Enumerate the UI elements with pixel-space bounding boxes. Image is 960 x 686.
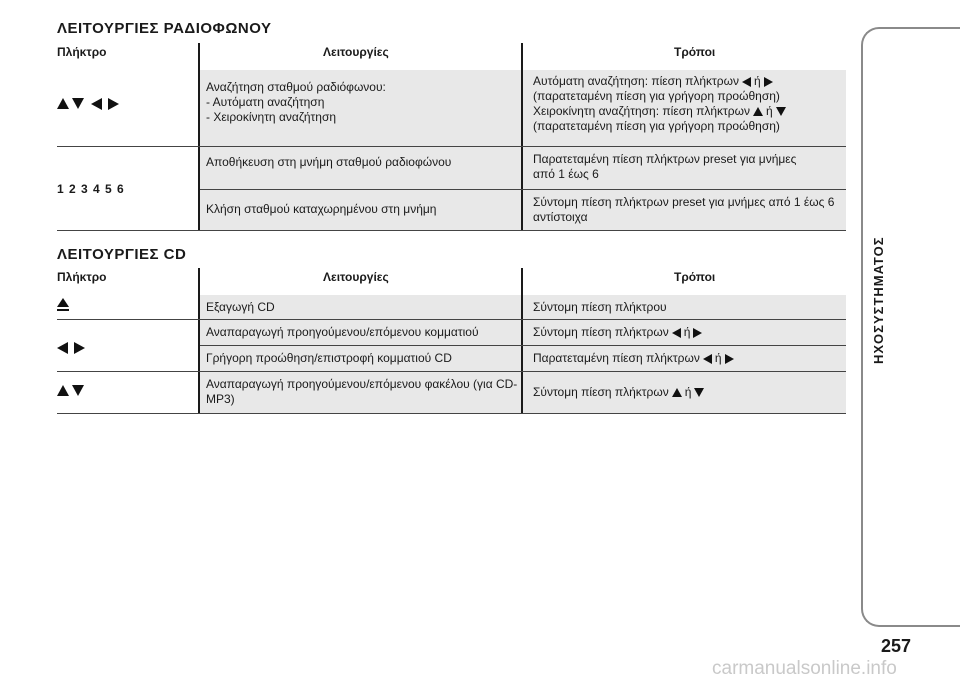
mode-text: Σύντομη πίεση πλήκτρων: [533, 325, 669, 339]
mode-line: (παρατεταμένη πίεση για γρήγορη προώθηση): [533, 89, 780, 103]
header-key: Πλήκτρο: [57, 270, 107, 284]
cd-row4-keys: [57, 383, 84, 398]
cd-row1-function: [200, 295, 521, 319]
cd-row2-function: [200, 320, 521, 345]
down-arrow-icon: [694, 388, 704, 397]
mode-text: Σύντομη πίεση πλήκτρων: [533, 385, 669, 399]
or-text: ή: [753, 74, 761, 88]
mode-text: Παρατεταμένη πίεση πλήκτρων: [533, 351, 700, 365]
cd-row3-function: [200, 346, 521, 371]
right-arrow-icon: [725, 354, 734, 364]
mode-line: αντίστοιχα: [533, 210, 588, 224]
func-line: Εξαγωγή CD: [206, 300, 275, 314]
func-line: Αποθήκευση στη μνήμη σταθμού ραδιοφώνου: [206, 155, 452, 169]
func-line: MP3): [206, 392, 235, 406]
func-line: Αναζήτηση σταθμού ραδιόφωνου:: [206, 80, 386, 94]
right-arrow-icon: [764, 77, 773, 87]
mode-line: Σύντομη πίεση πλήκτρων preset για μνήμες από 1 έως 6: [533, 195, 835, 209]
mode-text: Χειροκίνητη αναζήτηση: πίεση πλήκτρων: [533, 104, 750, 118]
left-arrow-icon: [742, 77, 751, 87]
mode-line: [533, 325, 846, 340]
up-arrow-icon: [753, 107, 763, 116]
cd-section-title: ΛΕΙΤΟΥΡΓΙΕΣ CD: [57, 246, 187, 263]
radio-table-header: [57, 43, 846, 61]
up-arrow-icon: [57, 98, 69, 109]
cd-row4-function: [200, 372, 521, 413]
row-divider: [57, 413, 846, 414]
chapter-tab-label: ΗΧΟΣΥΣΤΗΜΑΤΟΣ: [871, 236, 886, 364]
cd-row2-mode: [523, 320, 846, 345]
radio-row3-mode: [523, 190, 846, 230]
up-arrow-icon: [57, 385, 69, 396]
header-key: Πλήκτρο: [57, 45, 107, 59]
or-text: ή: [683, 325, 691, 339]
radio-row1-function: [200, 70, 521, 146]
eject-icon: [57, 298, 69, 312]
down-arrow-icon: [72, 385, 84, 396]
or-text: ή: [766, 104, 773, 118]
func-line: - Χειροκίνητη αναζήτηση: [206, 110, 337, 124]
mode-line: [533, 351, 846, 366]
or-text: ή: [714, 351, 722, 365]
mode-line: Παρατεταμένη πίεση πλήκτρων preset για μνήμες: [533, 152, 797, 166]
or-text: ή: [684, 385, 692, 399]
header-mode: Τρόποι: [674, 45, 716, 59]
preset-keys: 1 2 3 4 5 6: [57, 182, 125, 196]
radio-section-title: ΛΕΙΤΟΥΡΓΙΕΣ ΡΑΔΙΟΦΩΝΟΥ: [57, 20, 272, 37]
cd-row2-keys: [57, 340, 85, 355]
header-function: Λειτουργίες: [323, 45, 389, 59]
left-arrow-icon: [672, 328, 681, 338]
page-number: 257: [881, 636, 912, 656]
left-arrow-icon: [91, 98, 102, 110]
row-divider: [57, 230, 846, 231]
mode-line: [533, 74, 846, 89]
cd-row1-keys: [57, 297, 69, 312]
up-arrow-icon: [672, 388, 682, 397]
radio-row1-keys: [57, 96, 119, 111]
func-line: - Αυτόματη αναζήτηση: [206, 95, 325, 109]
radio-row2-mode: [523, 147, 846, 189]
right-arrow-icon: [108, 98, 119, 110]
mode-line: από 1 έως 6: [533, 167, 599, 181]
left-arrow-icon: [703, 354, 712, 364]
header-function: Λειτουργίες: [323, 270, 389, 284]
radio-row1-mode: [523, 70, 846, 146]
radio-row2-function: [200, 147, 521, 189]
cd-row3-mode: [523, 346, 846, 371]
down-arrow-icon: [776, 107, 786, 116]
mode-line: [533, 104, 846, 119]
header-mode: Τρόποι: [674, 270, 716, 284]
cd-table-header: [57, 268, 846, 286]
right-arrow-icon: [693, 328, 702, 338]
mode-text: Αυτόματη αναζήτηση: πίεση πλήκτρων: [533, 74, 739, 88]
left-arrow-icon: [57, 342, 68, 354]
watermark: carmanualsonline.info: [712, 658, 897, 679]
func-line: Αναπαραγωγή προηγούμενου/επόμενου κομματιού: [206, 325, 479, 339]
mode-line: [533, 385, 846, 400]
cd-row1-mode: [523, 295, 846, 319]
func-line: Γρήγορη προώθηση/επιστροφή κομματιού CD: [206, 351, 452, 365]
down-arrow-icon: [72, 98, 84, 109]
cd-row4-mode: [523, 372, 846, 413]
mode-line: Σύντομη πίεση πλήκτρου: [533, 300, 667, 314]
func-line: Αναπαραγωγή προηγούμενου/επόμενου φακέλου (για CD-: [206, 377, 518, 391]
func-line: Κλήση σταθμού καταχωρημένου στη μνήμη: [206, 202, 437, 216]
right-arrow-icon: [74, 342, 85, 354]
radio-row3-function: [200, 190, 521, 230]
mode-line: (παρατεταμένη πίεση για γρήγορη προώθηση): [533, 119, 780, 133]
